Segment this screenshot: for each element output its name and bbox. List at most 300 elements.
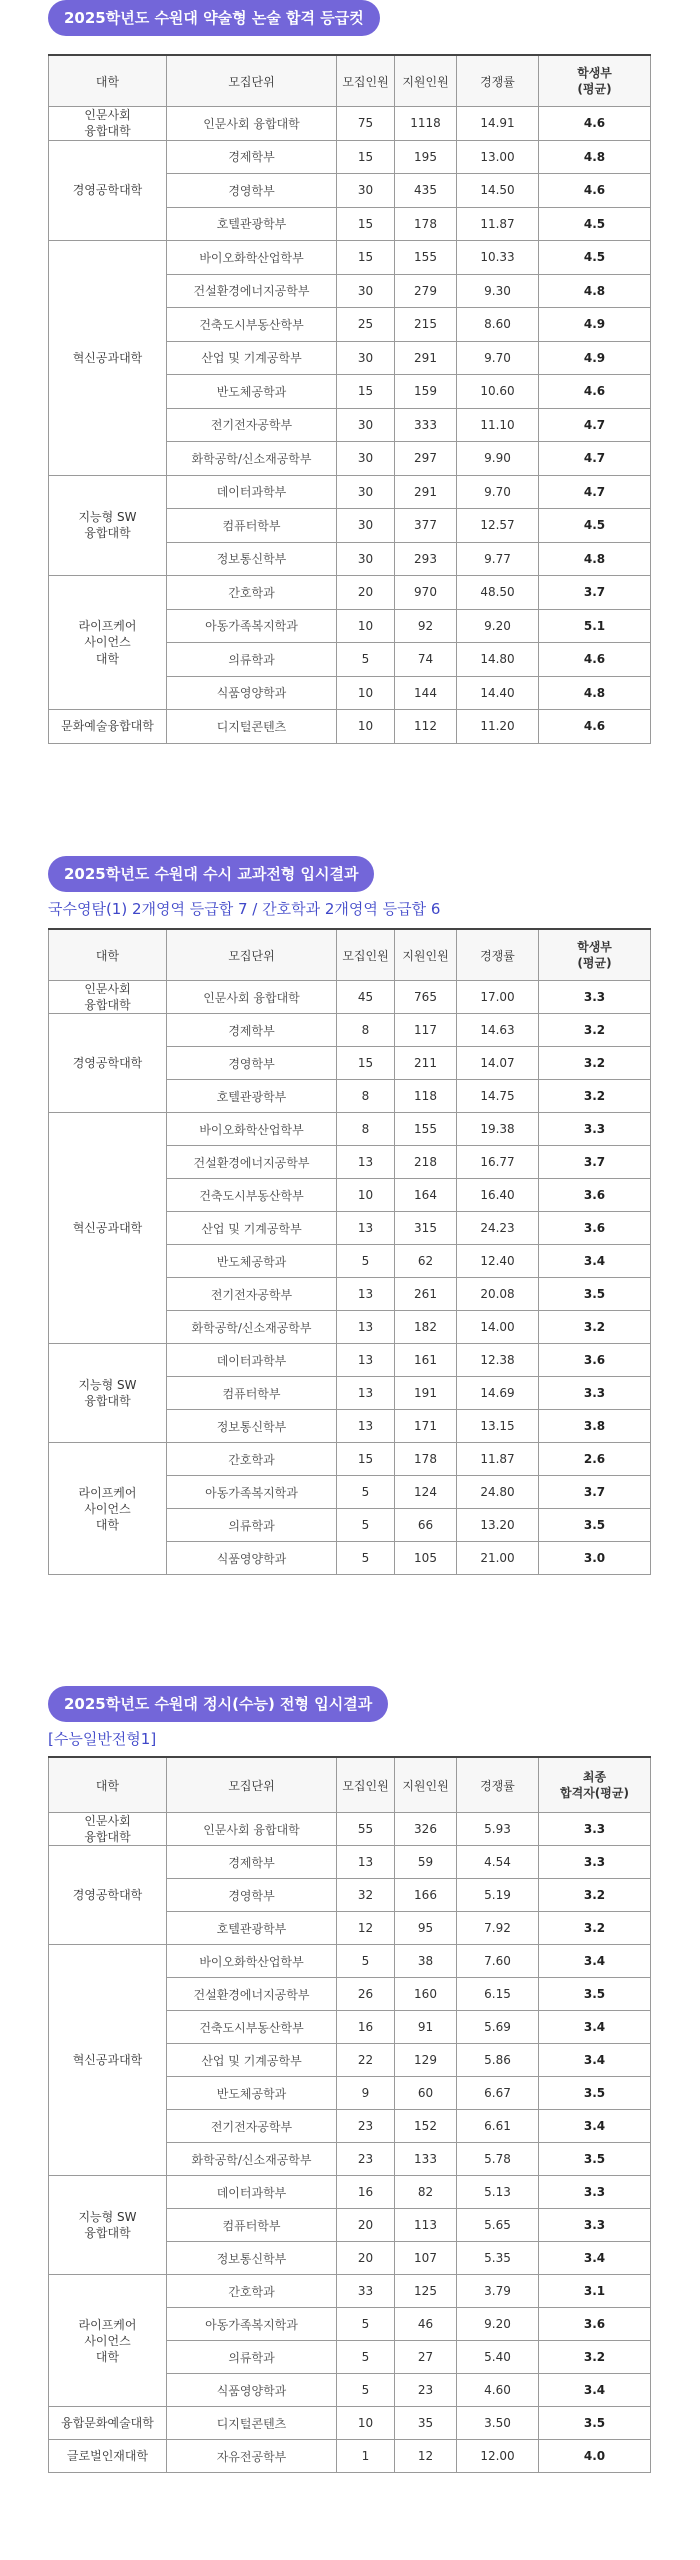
unit-cell: 반도체공학과: [167, 375, 337, 409]
college-cell: 인문사회 융합대학: [49, 1813, 167, 1846]
header-college: 대학: [49, 929, 167, 981]
score-cell: 3.5: [539, 1278, 651, 1311]
quota-cell: 15: [337, 140, 395, 174]
score-cell: 3.7: [539, 576, 651, 610]
quota-cell: 25: [337, 308, 395, 342]
quota-cell: 30: [337, 442, 395, 476]
score-cell: 3.8: [539, 1410, 651, 1443]
ratio-cell: 13.15: [457, 1410, 539, 1443]
applicants-cell: 377: [395, 509, 457, 543]
unit-cell: 경제학부: [167, 140, 337, 174]
ratio-cell: 14.40: [457, 676, 539, 710]
table-row: [49, 475, 651, 509]
score-cell: 3.7: [539, 1146, 651, 1179]
ratio-cell: 4.54: [457, 1846, 539, 1879]
score-cell: 3.7: [539, 1476, 651, 1509]
table-row: [49, 2176, 651, 2209]
college-cell: 경영공학대학: [49, 140, 167, 241]
quota-cell: 30: [337, 509, 395, 543]
quota-cell: 5: [337, 2374, 395, 2407]
ratio-cell: 17.00: [457, 981, 539, 1014]
score-cell: 4.9: [539, 308, 651, 342]
college-cell: 경영공학대학: [49, 1014, 167, 1113]
ratio-cell: 9.77: [457, 542, 539, 576]
quota-cell: 5: [337, 1476, 395, 1509]
quota-cell: 33: [337, 2275, 395, 2308]
unit-cell: 간호학과: [167, 2275, 337, 2308]
score-cell: 3.3: [539, 1377, 651, 1410]
applicants-cell: 27: [395, 2341, 457, 2374]
quota-cell: 15: [337, 375, 395, 409]
quota-cell: 10: [337, 2407, 395, 2440]
score-cell: 3.5: [539, 1509, 651, 1542]
header-quota: 모집인원: [337, 55, 395, 107]
score-cell: 3.2: [539, 1912, 651, 1945]
ratio-cell: 9.20: [457, 609, 539, 643]
ratio-cell: 20.08: [457, 1278, 539, 1311]
ratio-cell: 9.70: [457, 341, 539, 375]
ratio-cell: 5.40: [457, 2341, 539, 2374]
header-quota: 모집인원: [337, 929, 395, 981]
score-cell: 4.7: [539, 475, 651, 509]
quota-cell: 45: [337, 981, 395, 1014]
table-header-row: [49, 55, 651, 107]
unit-cell: 인문사회 융합대학: [167, 1813, 337, 1846]
quota-cell: 30: [337, 542, 395, 576]
ratio-cell: 14.00: [457, 1311, 539, 1344]
score-cell: 3.2: [539, 1047, 651, 1080]
unit-cell: 의류학과: [167, 643, 337, 677]
applicants-cell: 62: [395, 1245, 457, 1278]
quota-cell: 13: [337, 1212, 395, 1245]
college-cell: 지능형 SW 융합대학: [49, 1344, 167, 1443]
header-ratio: 경쟁률: [457, 929, 539, 981]
unit-cell: 식품영양학과: [167, 2374, 337, 2407]
score-cell: 3.3: [539, 981, 651, 1014]
unit-cell: 바이오화학산업학부: [167, 241, 337, 275]
college-cell: 경영공학대학: [49, 1846, 167, 1945]
unit-cell: 건축도시부동산학부: [167, 1179, 337, 1212]
applicants-cell: 113: [395, 2209, 457, 2242]
ratio-cell: 12.38: [457, 1344, 539, 1377]
quota-cell: 13: [337, 1278, 395, 1311]
quota-cell: 15: [337, 241, 395, 275]
score-cell: 3.3: [539, 2209, 651, 2242]
table-row: [49, 576, 651, 610]
applicants-cell: 144: [395, 676, 457, 710]
score-cell: 3.2: [539, 1080, 651, 1113]
section-subtitle-jeongsi: [수능일반전형1]: [48, 1730, 157, 1748]
score-cell: 3.4: [539, 2242, 651, 2275]
unit-cell: 아동가족복지학과: [167, 609, 337, 643]
quota-cell: 30: [337, 174, 395, 208]
applicants-cell: 95: [395, 1912, 457, 1945]
quota-cell: 13: [337, 1377, 395, 1410]
unit-cell: 경영학부: [167, 174, 337, 208]
unit-cell: 경제학부: [167, 1014, 337, 1047]
ratio-cell: 14.63: [457, 1014, 539, 1047]
applicants-cell: 211: [395, 1047, 457, 1080]
unit-cell: 간호학과: [167, 576, 337, 610]
section-subtitle-susi: 국수영탐(1) 2개영역 등급합 7 / 간호학과 2개영역 등급합 6: [48, 900, 441, 918]
applicants-cell: 60: [395, 2077, 457, 2110]
unit-cell: 화학공학/신소재공학부: [167, 2143, 337, 2176]
unit-cell: 건설환경에너지공학부: [167, 274, 337, 308]
score-cell: 3.2: [539, 1014, 651, 1047]
quota-cell: 15: [337, 1047, 395, 1080]
score-cell: 4.8: [539, 542, 651, 576]
applicants-cell: 112: [395, 710, 457, 744]
unit-cell: 호텔관광학부: [167, 1080, 337, 1113]
ratio-cell: 12.40: [457, 1245, 539, 1278]
ratio-cell: 9.70: [457, 475, 539, 509]
college-cell: 혁신공과대학: [49, 1945, 167, 2176]
applicants-cell: 164: [395, 1179, 457, 1212]
unit-cell: 호텔관광학부: [167, 207, 337, 241]
quota-cell: 20: [337, 2209, 395, 2242]
applicants-cell: 23: [395, 2374, 457, 2407]
unit-cell: 건설환경에너지공학부: [167, 1978, 337, 2011]
unit-cell: 화학공학/신소재공학부: [167, 1311, 337, 1344]
ratio-cell: 11.20: [457, 710, 539, 744]
quota-cell: 5: [337, 1945, 395, 1978]
applicants-cell: 118: [395, 1080, 457, 1113]
header-college: 대학: [49, 55, 167, 107]
ratio-cell: 11.87: [457, 1443, 539, 1476]
quota-cell: 75: [337, 107, 395, 141]
quota-cell: 20: [337, 576, 395, 610]
unit-cell: 데이터과학부: [167, 475, 337, 509]
header-score: 학생부 (평균): [539, 929, 651, 981]
applicants-cell: 117: [395, 1014, 457, 1047]
table-row: [49, 1945, 651, 1978]
applicants-cell: 133: [395, 2143, 457, 2176]
quota-cell: 5: [337, 1542, 395, 1575]
unit-cell: 전기전자공학부: [167, 408, 337, 442]
quota-cell: 13: [337, 1344, 395, 1377]
essay-cutoff-table: [48, 54, 651, 744]
applicants-cell: 12: [395, 2440, 457, 2473]
applicants-cell: 171: [395, 1410, 457, 1443]
ratio-cell: 11.87: [457, 207, 539, 241]
unit-cell: 건설환경에너지공학부: [167, 1146, 337, 1179]
applicants-cell: 129: [395, 2044, 457, 2077]
ratio-cell: 5.86: [457, 2044, 539, 2077]
unit-cell: 반도체공학과: [167, 2077, 337, 2110]
ratio-cell: 16.77: [457, 1146, 539, 1179]
applicants-cell: 46: [395, 2308, 457, 2341]
quota-cell: 10: [337, 710, 395, 744]
score-cell: 3.4: [539, 1945, 651, 1978]
applicants-cell: 326: [395, 1813, 457, 1846]
score-cell: 4.5: [539, 509, 651, 543]
unit-cell: 정보통신학부: [167, 542, 337, 576]
score-cell: 4.6: [539, 107, 651, 141]
quota-cell: 15: [337, 207, 395, 241]
score-cell: 4.8: [539, 676, 651, 710]
quota-cell: 15: [337, 1443, 395, 1476]
ratio-cell: 19.38: [457, 1113, 539, 1146]
college-cell: 글로벌인재대학: [49, 2440, 167, 2473]
ratio-cell: 10.33: [457, 241, 539, 275]
ratio-cell: 14.50: [457, 174, 539, 208]
ratio-cell: 5.65: [457, 2209, 539, 2242]
applicants-cell: 435: [395, 174, 457, 208]
score-cell: 3.6: [539, 1212, 651, 1245]
quota-cell: 5: [337, 2308, 395, 2341]
score-cell: 3.3: [539, 1846, 651, 1879]
quota-cell: 23: [337, 2143, 395, 2176]
applicants-cell: 160: [395, 1978, 457, 2011]
header-unit: 모집단위: [167, 1757, 337, 1813]
quota-cell: 12: [337, 1912, 395, 1945]
unit-cell: 바이오화학산업학부: [167, 1113, 337, 1146]
applicants-cell: 261: [395, 1278, 457, 1311]
applicants-cell: 182: [395, 1311, 457, 1344]
score-cell: 3.3: [539, 1813, 651, 1846]
ratio-cell: 7.92: [457, 1912, 539, 1945]
score-cell: 3.1: [539, 2275, 651, 2308]
quota-cell: 5: [337, 2341, 395, 2374]
college-cell: 문화예술융합대학: [49, 710, 167, 744]
applicants-cell: 107: [395, 2242, 457, 2275]
score-cell: 4.6: [539, 174, 651, 208]
unit-cell: 화학공학/신소재공학부: [167, 442, 337, 476]
quota-cell: 23: [337, 2110, 395, 2143]
header-unit: 모집단위: [167, 929, 337, 981]
ratio-cell: 16.40: [457, 1179, 539, 1212]
unit-cell: 건축도시부동산학부: [167, 308, 337, 342]
applicants-cell: 178: [395, 207, 457, 241]
applicants-cell: 59: [395, 1846, 457, 1879]
ratio-cell: 9.30: [457, 274, 539, 308]
applicants-cell: 970: [395, 576, 457, 610]
ratio-cell: 5.78: [457, 2143, 539, 2176]
score-cell: 3.5: [539, 2407, 651, 2440]
unit-cell: 의류학과: [167, 2341, 337, 2374]
applicants-cell: 166: [395, 1879, 457, 1912]
quota-cell: 13: [337, 1846, 395, 1879]
applicants-cell: 291: [395, 341, 457, 375]
applicants-cell: 105: [395, 1542, 457, 1575]
quota-cell: 9: [337, 2077, 395, 2110]
unit-cell: 디지털콘텐츠: [167, 2407, 337, 2440]
applicants-cell: 291: [395, 475, 457, 509]
table-row: [49, 140, 651, 174]
header-final-score: 최종 합격자(평균): [539, 1757, 651, 1813]
table-row: [49, 241, 651, 275]
ratio-cell: 21.00: [457, 1542, 539, 1575]
table-row: [49, 1113, 651, 1146]
quota-cell: 8: [337, 1080, 395, 1113]
applicants-cell: 195: [395, 140, 457, 174]
unit-cell: 건축도시부동산학부: [167, 2011, 337, 2044]
unit-cell: 디지털콘텐츠: [167, 710, 337, 744]
unit-cell: 경제학부: [167, 1846, 337, 1879]
score-cell: 5.1: [539, 609, 651, 643]
quota-cell: 20: [337, 2242, 395, 2275]
score-cell: 4.0: [539, 2440, 651, 2473]
unit-cell: 인문사회 융합대학: [167, 107, 337, 141]
score-cell: 4.5: [539, 207, 651, 241]
ratio-cell: 12.00: [457, 2440, 539, 2473]
table-row: [49, 1846, 651, 1879]
applicants-cell: 215: [395, 308, 457, 342]
unit-cell: 식품영양학과: [167, 676, 337, 710]
score-cell: 3.3: [539, 2176, 651, 2209]
score-cell: 3.4: [539, 2011, 651, 2044]
applicants-cell: 35: [395, 2407, 457, 2440]
college-cell: 지능형 SW 융합대학: [49, 475, 167, 576]
quota-cell: 13: [337, 1146, 395, 1179]
quota-cell: 10: [337, 1179, 395, 1212]
section-title-jeongsi: 2025학년도 수원대 정시(수능) 전형 입시결과: [48, 1686, 388, 1722]
applicants-cell: 38: [395, 1945, 457, 1978]
applicants-cell: 191: [395, 1377, 457, 1410]
unit-cell: 바이오화학산업학부: [167, 1945, 337, 1978]
quota-cell: 13: [337, 1410, 395, 1443]
ratio-cell: 48.50: [457, 576, 539, 610]
ratio-cell: 4.60: [457, 2374, 539, 2407]
score-cell: 3.4: [539, 2374, 651, 2407]
header-applicants: 지원인원: [395, 55, 457, 107]
score-cell: 4.8: [539, 274, 651, 308]
quota-cell: 10: [337, 676, 395, 710]
applicants-cell: 293: [395, 542, 457, 576]
score-cell: 3.2: [539, 2341, 651, 2374]
applicants-cell: 66: [395, 1509, 457, 1542]
quota-cell: 30: [337, 341, 395, 375]
unit-cell: 정보통신학부: [167, 2242, 337, 2275]
score-cell: 3.6: [539, 1179, 651, 1212]
applicants-cell: 178: [395, 1443, 457, 1476]
applicants-cell: 92: [395, 609, 457, 643]
unit-cell: 간호학과: [167, 1443, 337, 1476]
score-cell: 3.4: [539, 2044, 651, 2077]
ratio-cell: 24.80: [457, 1476, 539, 1509]
header-quota: 모집인원: [337, 1757, 395, 1813]
ratio-cell: 5.19: [457, 1879, 539, 1912]
score-cell: 4.6: [539, 375, 651, 409]
table-row: [49, 2275, 651, 2308]
score-cell: 3.2: [539, 1879, 651, 1912]
ratio-cell: 6.61: [457, 2110, 539, 2143]
ratio-cell: 11.10: [457, 408, 539, 442]
score-cell: 3.6: [539, 1344, 651, 1377]
ratio-cell: 3.79: [457, 2275, 539, 2308]
college-cell: 혁신공과대학: [49, 241, 167, 476]
unit-cell: 아동가족복지학과: [167, 2308, 337, 2341]
score-cell: 3.2: [539, 1311, 651, 1344]
section-title-susi: 2025학년도 수원대 수시 교과전형 입시결과: [48, 856, 374, 892]
header-score: 학생부 (평균): [539, 55, 651, 107]
section-title-essay: 2025학년도 수원대 약술형 논술 합격 등급컷: [48, 0, 380, 36]
score-cell: 2.6: [539, 1443, 651, 1476]
ratio-cell: 8.60: [457, 308, 539, 342]
ratio-cell: 13.20: [457, 1509, 539, 1542]
ratio-cell: 24.23: [457, 1212, 539, 1245]
quota-cell: 16: [337, 2011, 395, 2044]
quota-cell: 8: [337, 1014, 395, 1047]
applicants-cell: 161: [395, 1344, 457, 1377]
quota-cell: 26: [337, 1978, 395, 2011]
college-cell: 라이프케어 사이언스 대학: [49, 2275, 167, 2407]
applicants-cell: 1118: [395, 107, 457, 141]
header-ratio: 경쟁률: [457, 1757, 539, 1813]
unit-cell: 식품영양학과: [167, 1542, 337, 1575]
ratio-cell: 9.20: [457, 2308, 539, 2341]
quota-cell: 32: [337, 1879, 395, 1912]
score-cell: 4.7: [539, 442, 651, 476]
ratio-cell: 5.13: [457, 2176, 539, 2209]
applicants-cell: 333: [395, 408, 457, 442]
table-row: [49, 710, 651, 744]
ratio-cell: 14.80: [457, 643, 539, 677]
score-cell: 3.0: [539, 1542, 651, 1575]
score-cell: 3.4: [539, 1245, 651, 1278]
jeongsi-table: [48, 1756, 651, 2473]
ratio-cell: 14.07: [457, 1047, 539, 1080]
score-cell: 3.3: [539, 1113, 651, 1146]
unit-cell: 컴퓨터학부: [167, 2209, 337, 2242]
susi-gyogwa-table: [48, 928, 651, 1575]
unit-cell: 컴퓨터학부: [167, 509, 337, 543]
ratio-cell: 12.57: [457, 509, 539, 543]
applicants-cell: 74: [395, 643, 457, 677]
applicants-cell: 125: [395, 2275, 457, 2308]
applicants-cell: 279: [395, 274, 457, 308]
quota-cell: 1: [337, 2440, 395, 2473]
table-row: [49, 107, 651, 141]
score-cell: 3.5: [539, 1978, 651, 2011]
header-applicants: 지원인원: [395, 1757, 457, 1813]
college-cell: 융합문화예술대학: [49, 2407, 167, 2440]
quota-cell: 13: [337, 1311, 395, 1344]
ratio-cell: 6.15: [457, 1978, 539, 2011]
ratio-cell: 14.69: [457, 1377, 539, 1410]
table-row: [49, 2407, 651, 2440]
applicants-cell: 315: [395, 1212, 457, 1245]
unit-cell: 아동가족복지학과: [167, 1476, 337, 1509]
college-cell: 혁신공과대학: [49, 1113, 167, 1344]
applicants-cell: 82: [395, 2176, 457, 2209]
ratio-cell: 7.60: [457, 1945, 539, 1978]
ratio-cell: 14.91: [457, 107, 539, 141]
header-applicants: 지원인원: [395, 929, 457, 981]
unit-cell: 호텔관광학부: [167, 1912, 337, 1945]
unit-cell: 컴퓨터학부: [167, 1377, 337, 1410]
score-cell: 3.5: [539, 2143, 651, 2176]
table-row: [49, 1344, 651, 1377]
table-row: [49, 1443, 651, 1476]
header-unit: 모집단위: [167, 55, 337, 107]
table-header-row: [49, 929, 651, 981]
quota-cell: 16: [337, 2176, 395, 2209]
unit-cell: 의류학과: [167, 1509, 337, 1542]
applicants-cell: 218: [395, 1146, 457, 1179]
quota-cell: 22: [337, 2044, 395, 2077]
unit-cell: 경영학부: [167, 1879, 337, 1912]
table-row: [49, 1813, 651, 1846]
applicants-cell: 91: [395, 2011, 457, 2044]
quota-cell: 5: [337, 1509, 395, 1542]
quota-cell: 30: [337, 475, 395, 509]
unit-cell: 산업 및 기계공학부: [167, 1212, 337, 1245]
applicants-cell: 152: [395, 2110, 457, 2143]
ratio-cell: 5.69: [457, 2011, 539, 2044]
ratio-cell: 10.60: [457, 375, 539, 409]
college-cell: 라이프케어 사이언스 대학: [49, 1443, 167, 1575]
